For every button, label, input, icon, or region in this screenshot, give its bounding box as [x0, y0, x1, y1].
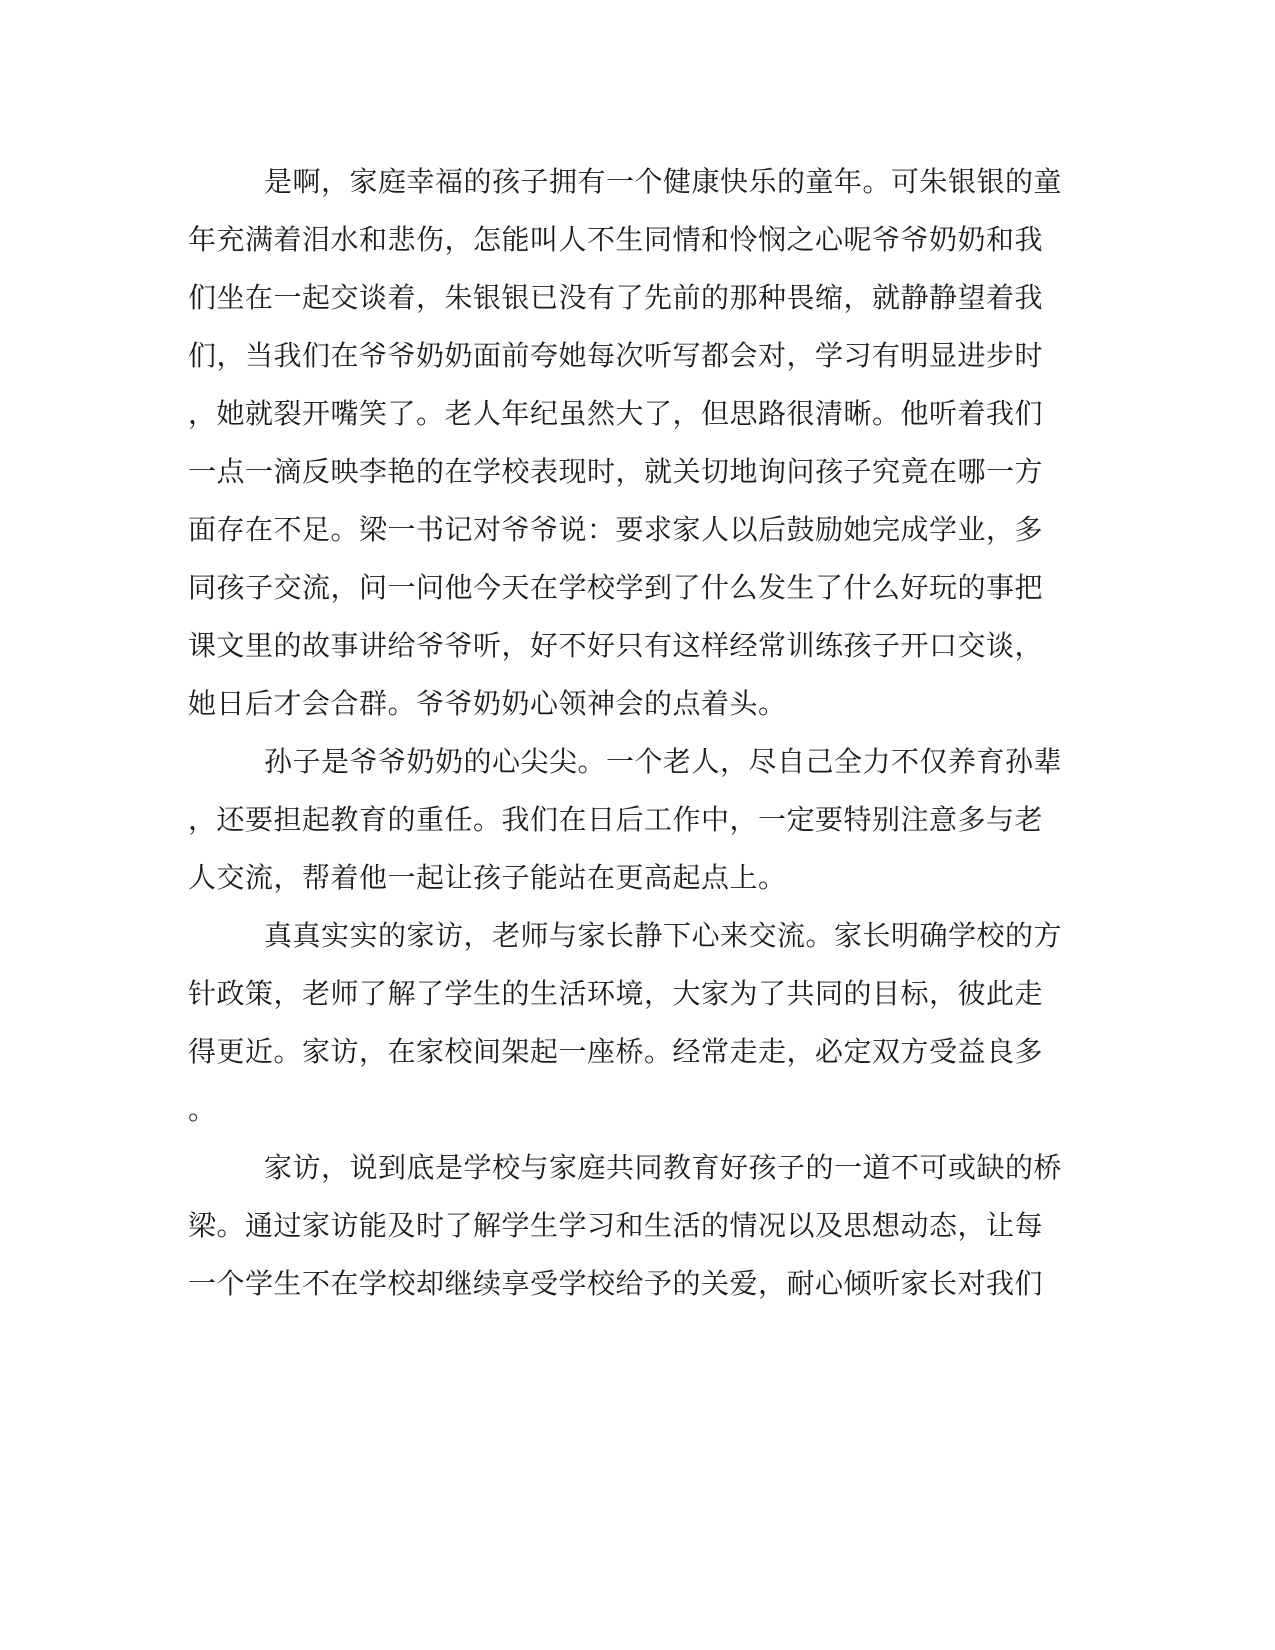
text-line: 她日后才会合群。爷爷奶奶心领神会的点着头。 — [188, 687, 787, 720]
text-line: 。 — [188, 1093, 217, 1126]
text-line: 们，当我们在爷爷奶奶面前夸她每次听写都会对，学习有明显进步时 — [188, 339, 1044, 372]
text-line: ，她就裂开嘴笑了。老人年纪虽然大了，但思路很清晰。他听着我们 — [188, 397, 1044, 430]
text-line: 得更近。家访，在家校间架起一座桥。经常走走，必定双方受益良多 — [188, 1035, 1044, 1068]
text-line: 家访，说到底是学校与家庭共同教育好孩子的一道不可或缺的桥 — [264, 1151, 1063, 1184]
text-line: 们坐在一起交谈着，朱银银已没有了先前的那种畏缩，就静静望着我 — [188, 281, 1044, 314]
text-line: 孙子是爷爷奶奶的心尖尖。一个老人，尽自己全力不仅养育孙辈 — [264, 745, 1063, 778]
text-line: 是啊，家庭幸福的孩子拥有一个健康快乐的童年。可朱银银的童 — [264, 165, 1063, 198]
text-line: ，还要担起教育的重任。我们在日后工作中，一定要特别注意多与老 — [188, 803, 1044, 836]
text-line: 同孩子交流，问一问他今天在学校学到了什么发生了什么好玩的事把 — [188, 571, 1044, 604]
text-line: 梁。通过家访能及时了解学生学习和生活的情况以及思想动态，让每 — [188, 1209, 1044, 1242]
text-line: 真真实实的家访，老师与家长静下心来交流。家长明确学校的方 — [264, 919, 1063, 952]
text-line: 一点一滴反映李艳的在学校表现时，就关切地询问孩子究竟在哪一方 — [188, 455, 1044, 488]
text-line: 针政策，老师了解了学生的生活环境，大家为了共同的目标，彼此走 — [188, 977, 1044, 1010]
text-line: 人交流，帮着他一起让孩子能站在更高起点上。 — [188, 861, 787, 894]
text-line: 课文里的故事讲给爷爷听，好不好只有这样经常训练孩子开口交谈， — [188, 629, 1044, 662]
text-line: 面存在不足。梁一书记对爷爷说：要求家人以后鼓励她完成学业，多 — [188, 513, 1044, 546]
text-line: 年充满着泪水和悲伤，怎能叫人不生同情和怜悯之心呢爷爷奶奶和我 — [188, 223, 1044, 256]
text-line: 一个学生不在学校却继续享受学校给予的关爱，耐心倾听家长对我们 — [188, 1267, 1044, 1300]
